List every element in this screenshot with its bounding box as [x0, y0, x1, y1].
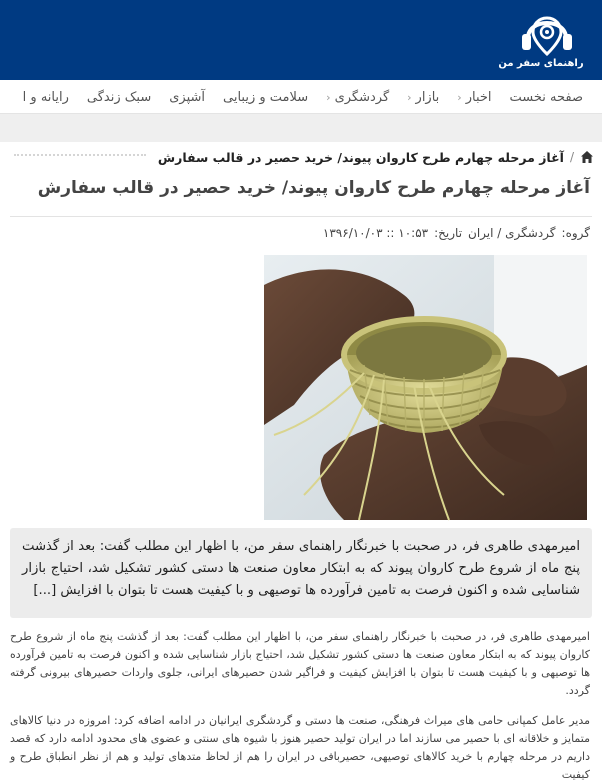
nav-item-label: آشپزی [169, 89, 205, 105]
nav-item-label: بازار [415, 89, 440, 105]
nav-item-market[interactable] [398, 90, 448, 105]
woven-basket-photo [264, 255, 587, 520]
article-title: آغاز مرحله چهارم طرح کاروان پیوند/ خرید حصیر در قالب سفارش [37, 178, 590, 198]
nav-item-cooking[interactable] [160, 90, 214, 105]
nav-item-label: رایانه و ا [22, 89, 69, 105]
nav-item-home[interactable] [501, 90, 592, 105]
logo-text: راهنمای سفر من [498, 58, 584, 69]
breadcrumb-divider [14, 154, 146, 164]
nav-item-health-beauty[interactable] [214, 90, 317, 105]
nav-item-label: سلامت و زیبایی [223, 89, 309, 105]
nav-item-label: گردشگری [334, 89, 390, 105]
article-paragraph: مدیر عامل کمپانی حامی های میراث فرهنگی، صنعت ها دستی و گردشگری ایرانیان در ادامه اضافه کرد: امروزه در دنیا کالاهای متمایز و خلاقانه ای با حصیر می سازند اما در ایران تولید حصیر هنوز با شیوه های سنتی و عضوی های محدود ادامه دارد که قصد داریم در مرحله چهارم با خرید کالاهای توصیهی، حصیربافی در ایران را هم از لحاظ متدهای تولید و هم از نظر انطباق طرح و کیفیت [10, 714, 590, 781]
title-divider [10, 216, 592, 217]
article-photo [264, 255, 587, 520]
nav-item-lifestyle[interactable] [78, 90, 160, 105]
article-meta [323, 226, 590, 240]
main-navigation [0, 80, 602, 114]
home-icon[interactable] [580, 150, 594, 164]
nav-item-label: اخبار [465, 89, 492, 105]
nav-item-label: صفحه نخست [509, 89, 583, 105]
chevron-down-icon: ‹ [407, 90, 412, 104]
chevron-down-icon: ‹ [457, 90, 462, 104]
nav-list [14, 80, 592, 114]
article-summary: امیرمهدی طاهری فر، در صحبت با خبرنگار راهنمای سفر من، با اظهار این مطلب گفت: بعد از گذشت پنج ماه از شروع طرح کاروان پیوند که به ابتکار معاون صنعت ها دستی کشور تشکیل شد، احتیاج بازار شناسایی شده و اکنون فرصت به تامین فرآورده ها توصیهی و با کیفیت هست تا بتوان با افزایش [...] [10, 528, 592, 618]
breadcrumb-separator: / [569, 150, 574, 164]
nav-item-computer[interactable] [14, 90, 78, 105]
chevron-down-icon: ‹ [326, 90, 331, 104]
site-header [0, 0, 602, 80]
article-paragraph: امیرمهدی طاهری فر، در صحبت با خبرنگار راهنمای سفر من، با اظهار این مطلب گفت: بعد از گذشت پنج ماه از شروع طرح کاروان پیوند که به ابتکار معاون صنعت ها دستی کشور تشکیل شد، احتیاج بازار شناسایی شده و اکنون فرصت به تامین فرآورده ها توصیهی و با کیفیت هست تا بتوان با افزایش کیفیت و فراگیر شدن حصیرهای ایرانی، جلوی واردات حصیرهای بیرونی گرفته گردد. [10, 630, 590, 697]
group-value[interactable]: گردشگری / ایران [468, 226, 556, 240]
nav-item-label: سبک زندگی [86, 89, 152, 105]
breadcrumb [8, 146, 594, 168]
breadcrumb-current: آغاز مرحله چهارم طرح کاروان پیوند/ خرید حصیر در قالب سفارش [157, 149, 564, 165]
site-logo[interactable] [498, 4, 592, 76]
nav-item-tourism[interactable] [317, 90, 398, 105]
nav-item-news[interactable] [448, 90, 500, 105]
date-label: تاریخ: [434, 226, 463, 240]
headphones-pin-icon [502, 4, 592, 60]
sub-header-strip [0, 114, 602, 142]
group-label: گروه: [561, 226, 590, 240]
date-value: ۱۰:۵۳ :: ۱۳۹۶/۱۰/۰۳ [322, 226, 429, 240]
